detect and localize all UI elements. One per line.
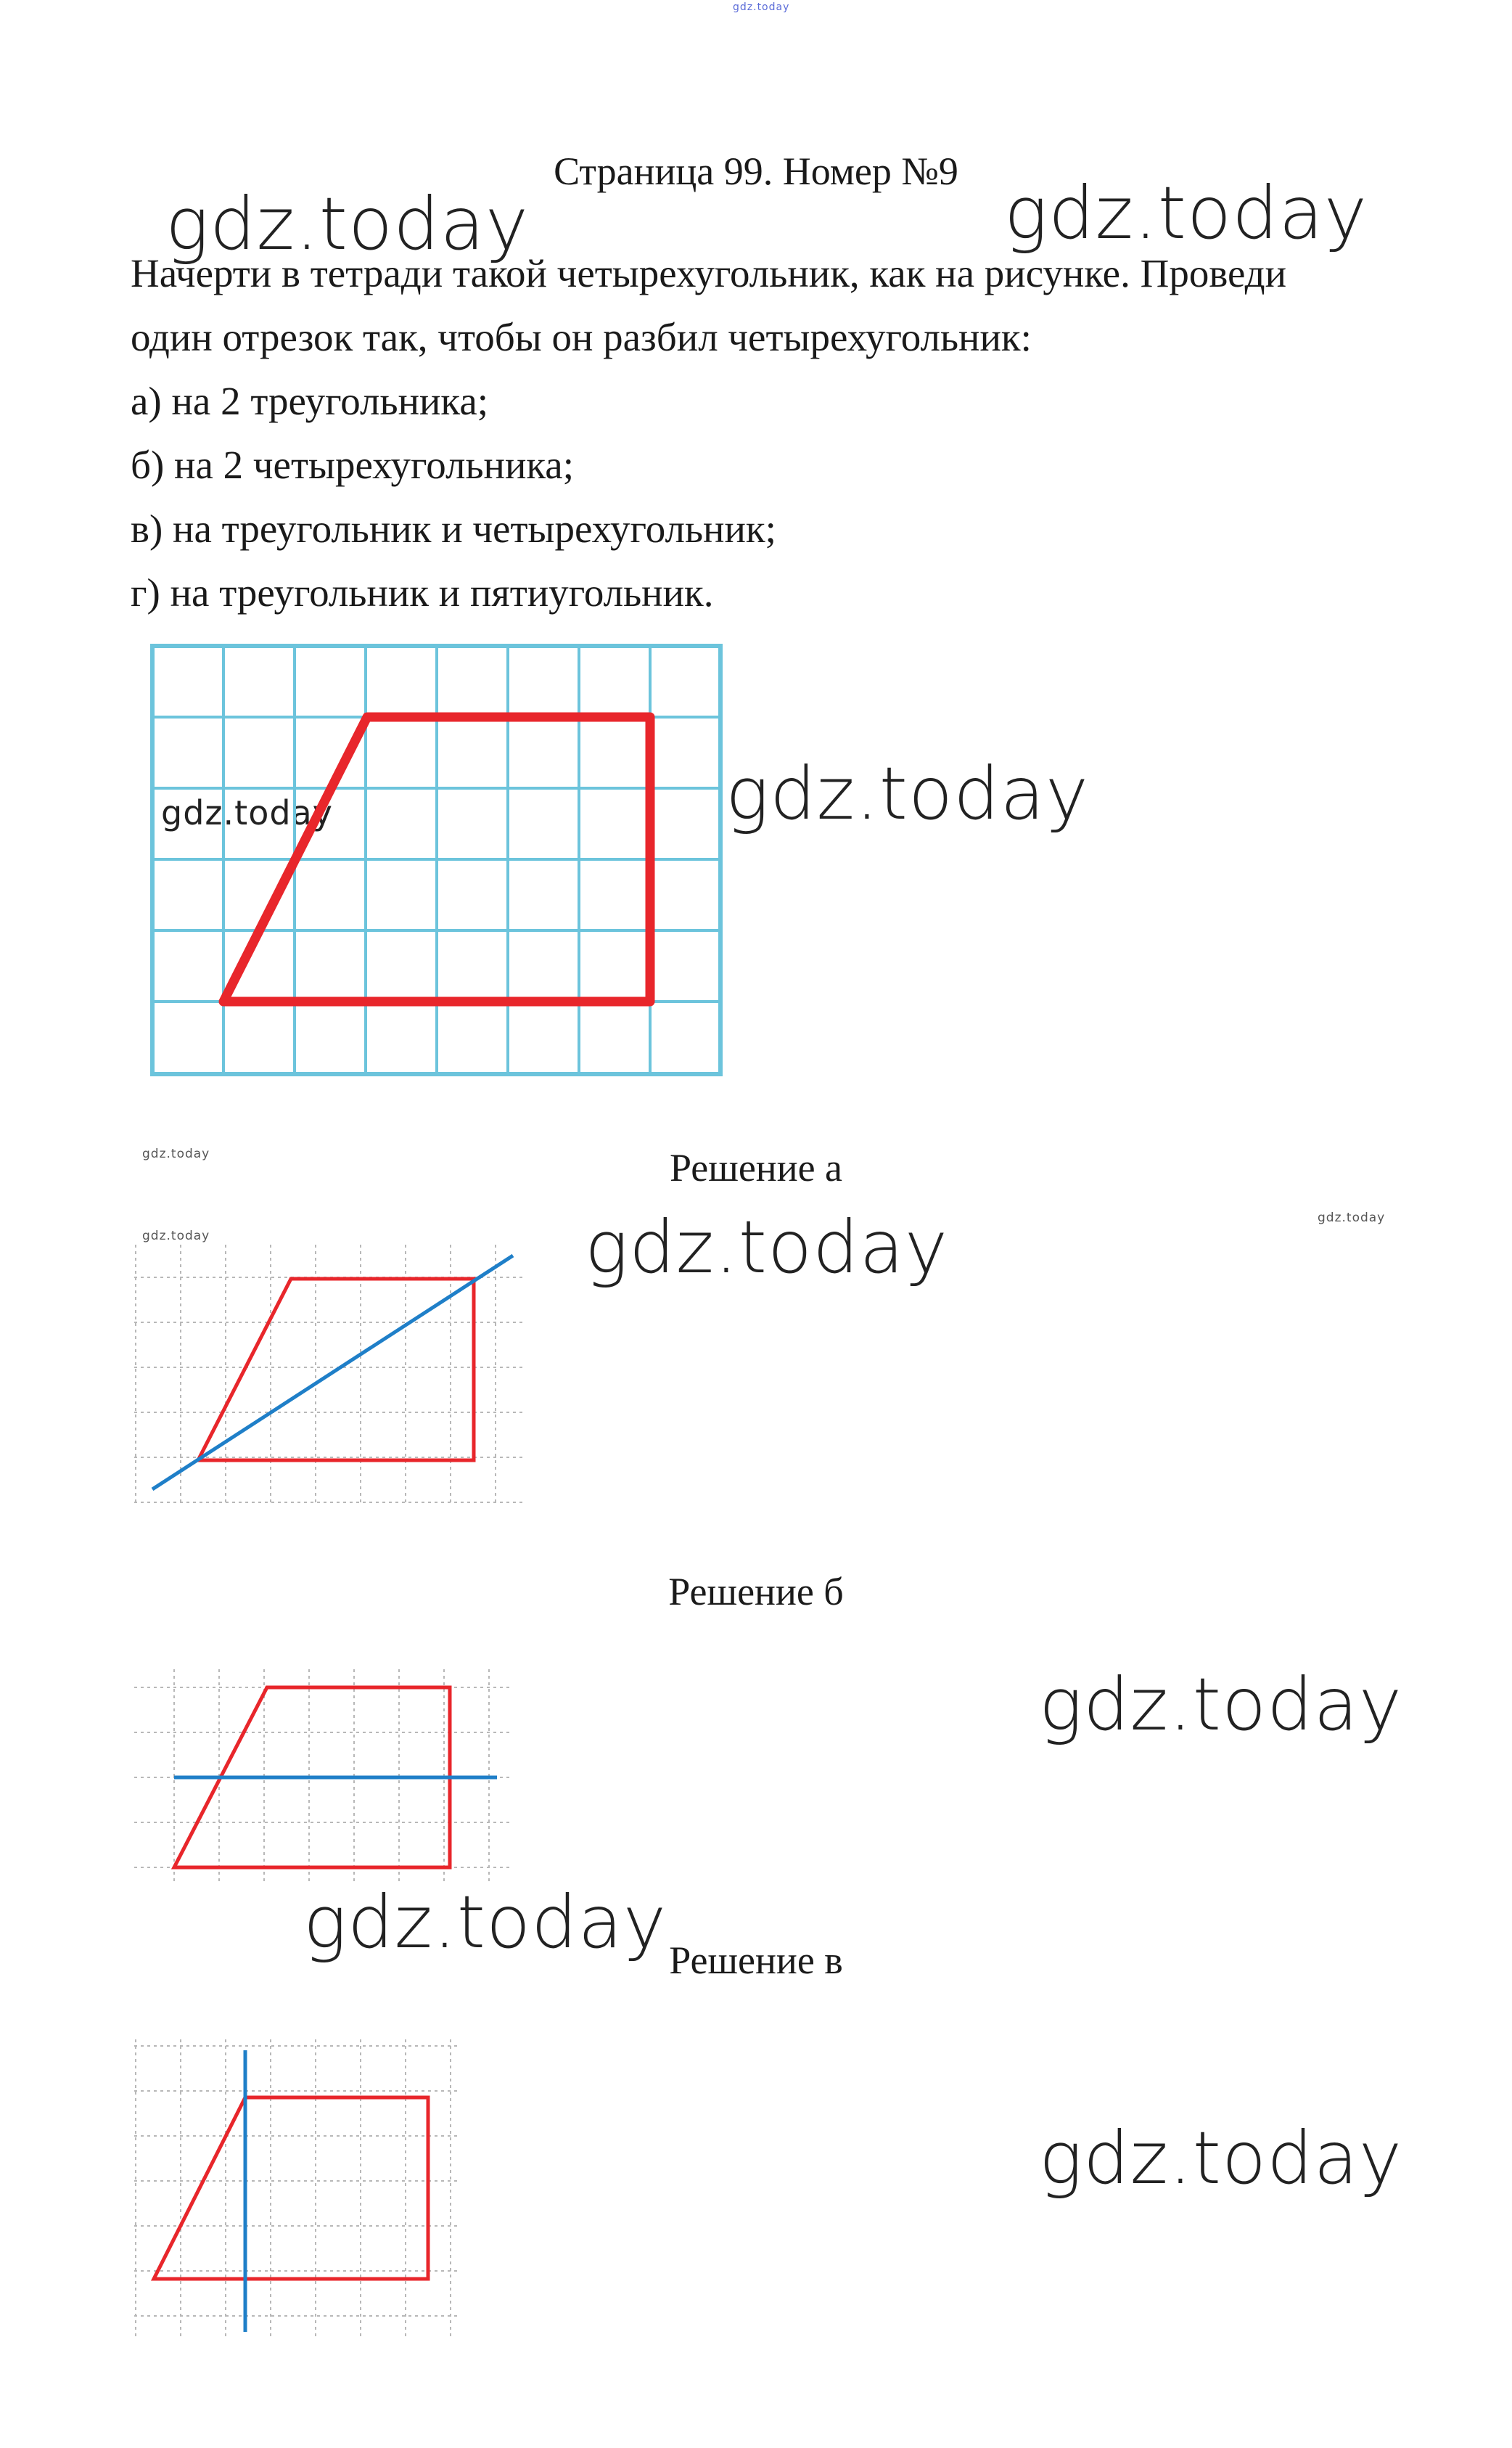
dotted-grid (134, 2039, 461, 2337)
task-line: Начерти в тетради такой четырехугольник, как на рисунке. Проведи (131, 251, 1287, 295)
watermark: gdz.today (161, 793, 333, 832)
watermark: gdz.today (142, 1229, 210, 1243)
watermark: gdz.today (726, 751, 1090, 836)
watermark-top: gdz.today (733, 1, 790, 13)
watermark: gdz.today (1039, 2116, 1403, 2201)
task-line: б) на 2 четырехугольника; (131, 443, 574, 487)
task-line: а) на 2 треугольника; (131, 379, 489, 423)
watermark: gdz.today (165, 181, 530, 266)
solution-v-figure (134, 2036, 468, 2341)
solution-b-figure (134, 1669, 519, 1887)
page-title: Страница 99. Номер №9 (554, 150, 958, 193)
solution-v-heading: Решение в (669, 1939, 843, 1982)
task-line: в) на треугольник и четырехугольник; (131, 507, 776, 551)
watermark: gdz.today (1318, 1211, 1386, 1225)
watermark: gdz.today (142, 1147, 210, 1161)
solution-a-figure (134, 1241, 541, 1510)
task-figure (145, 639, 726, 1081)
task-line: г) на треугольник и пятиугольник. (131, 570, 714, 615)
solution-a-heading: Решение а (669, 1146, 843, 1190)
task-line: один отрезок так, чтобы он разбил четырехугольник: (131, 315, 1032, 359)
watermark: gdz.today (585, 1205, 949, 1290)
solution-b-heading: Решение б (668, 1570, 844, 1613)
quadrilateral (154, 2097, 428, 2279)
watermark: gdz.today (303, 1880, 667, 1965)
grid-lines (152, 646, 720, 1074)
watermark: gdz.today (1004, 171, 1368, 255)
dividing-segment (152, 1256, 513, 1489)
watermark: gdz.today (1039, 1662, 1403, 1747)
